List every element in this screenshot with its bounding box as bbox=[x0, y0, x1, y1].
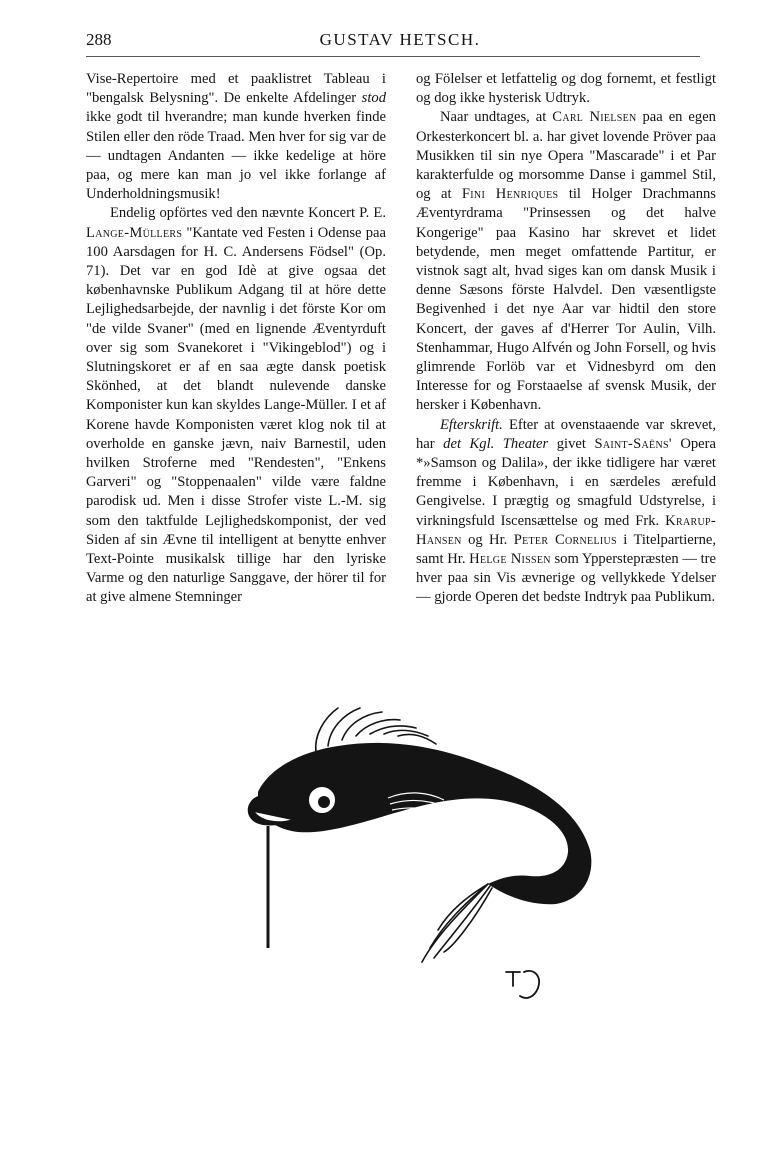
running-title: GUSTAV HETSCH. bbox=[319, 30, 481, 49]
person-name: Fini Henriques bbox=[461, 186, 559, 203]
paragraph bbox=[86, 204, 386, 607]
paragraph bbox=[416, 416, 716, 608]
left-column bbox=[86, 70, 386, 608]
text-run: Efter at ovenstaaende var skrevet, har bbox=[416, 416, 716, 452]
person-name: Carl Nielsen bbox=[552, 109, 637, 126]
person-name: Helge Nissen bbox=[469, 551, 551, 568]
text-run: ikke godt til hverandre; man kunde hverken finde Stilen eller den röde Traad. Men hver for sig var de — undtagen Andanten — ikke kedelige at höre paa, og mere kan man jo vel ikke forlange af Underholdningsmusik! bbox=[86, 109, 386, 203]
fish-body bbox=[258, 743, 591, 904]
section-title: Efterskrift. bbox=[440, 416, 503, 433]
tail-fin bbox=[422, 884, 492, 962]
person-name: Krarup-Hansen bbox=[416, 512, 716, 548]
text-run: givet bbox=[556, 435, 586, 452]
artist-signature bbox=[506, 971, 539, 998]
person-name: Peter Cornelius bbox=[513, 531, 617, 548]
text-run: Vise-Repertoire med et paaklistret Tableau i "bengalsk Belysning". De enkelte Afdelinger bbox=[86, 71, 386, 107]
paragraph bbox=[416, 70, 716, 108]
page-header bbox=[86, 30, 702, 54]
page-number: 288 bbox=[86, 30, 112, 49]
emphasis: det Kgl. Theater bbox=[443, 435, 549, 452]
person-name: Saint-Saëns' bbox=[594, 435, 672, 452]
fish-illustration bbox=[238, 700, 658, 1000]
person-name: Lange-Müllers bbox=[86, 224, 183, 241]
text-run: Naar undtages, at bbox=[440, 109, 547, 126]
emphasis: stod bbox=[361, 90, 386, 107]
header-rule bbox=[86, 56, 700, 57]
right-column bbox=[416, 70, 716, 608]
text-run: til Holger Drachmanns Æventyrdrama "Prinsessen og det halve Kongerige" paa Kasino har skrevet et lidet betydende, men meget omfattende Partitur, er vistnok sagt alt, hvad siges kan om dansk Musik i denne Sæsons förste Halvdel. Den væsentligste Begivenhed i det nye Aar var hidtil den store Koncert, der gaves af d'Herrer Tor Aulin, Vilh. Stenhammar, Hugo Alfvén og John Forsell, og hvis glimrende Forlöb var et Vidnesbyrd om den Interesse for og Forstaaelse af svensk Musik, der hersker i København. bbox=[416, 186, 716, 414]
text-run: "Kantate ved Festen i Odense paa 100 Aarsdagen for H. C. Andersens Födsel" (Op. 71). Det var en god Idè at give ogsaa det københavnske Publikum Adgang til at höre dette Lejlighedsarbejde, der navnlig i det förste Kor om "de vilde Svaner" (med en lignende Æventyrduft over sig som Svanekoret i "Vikingeblod") og i Slutningskoret er af en saa ægte dansk poetisk Skönhed, at det blandt nulevende danske Komponister kun kan skyldes Lange-Müller. I et af Korene havde Komponisten været klog nok til at overholde en ganske jævn, naiv Barnestil, uden hvilken Stroferne med "Rendesten", "Enkens Garveri" og "Stoppenaalen" vilde være faldne parodisk ud. Men i disse Strofer viste L.-M. sig som den taktfulde Lejlighedskomponist, der ved Siden af sin Ævne til intelligent at benytte enhver Text-Pointe musikalsk tillige har den lyriske Varme og den naturlige Sanggave, der hörer til for at give almene Stemninger bbox=[86, 224, 386, 606]
text-run: i Titelpartierne, samt Hr. bbox=[416, 531, 717, 568]
text-run: som Ypperstepræsten — tre hver paa sin Vis ævnerige og vellykkede Ydelser — gjorde Operen det bedste Indtryk paa Publikum. bbox=[416, 551, 716, 606]
paragraph bbox=[416, 108, 716, 415]
fish-pupil bbox=[318, 796, 330, 808]
text-run: og Hr. bbox=[468, 531, 508, 548]
text-run: Opera *»Samson og Dalila», der ikke tidligere har været fremme i København, i en særdeles ærefuld Gengivelse. I prægtig og smagfuld Udstyrelse, i virkningsfuld Iscensættelse og med Frk. bbox=[416, 435, 716, 529]
text-run: og Fölelser et letfattelig og dog fornemt, et festligt og dog ikke hysterisk Udtryk. bbox=[416, 71, 716, 107]
text-run: paa en egen Orkesterkoncert bl. a. har givet lovende Pröver paa Musikken til sin nye Opera "Mascarade" i et Par karakterfulde og morsomme Danse i gammel Stil, og at bbox=[416, 109, 716, 203]
text-run: Endelig opförtes ved den nævnte Koncert P. E. bbox=[110, 205, 386, 222]
paragraph bbox=[86, 70, 386, 204]
